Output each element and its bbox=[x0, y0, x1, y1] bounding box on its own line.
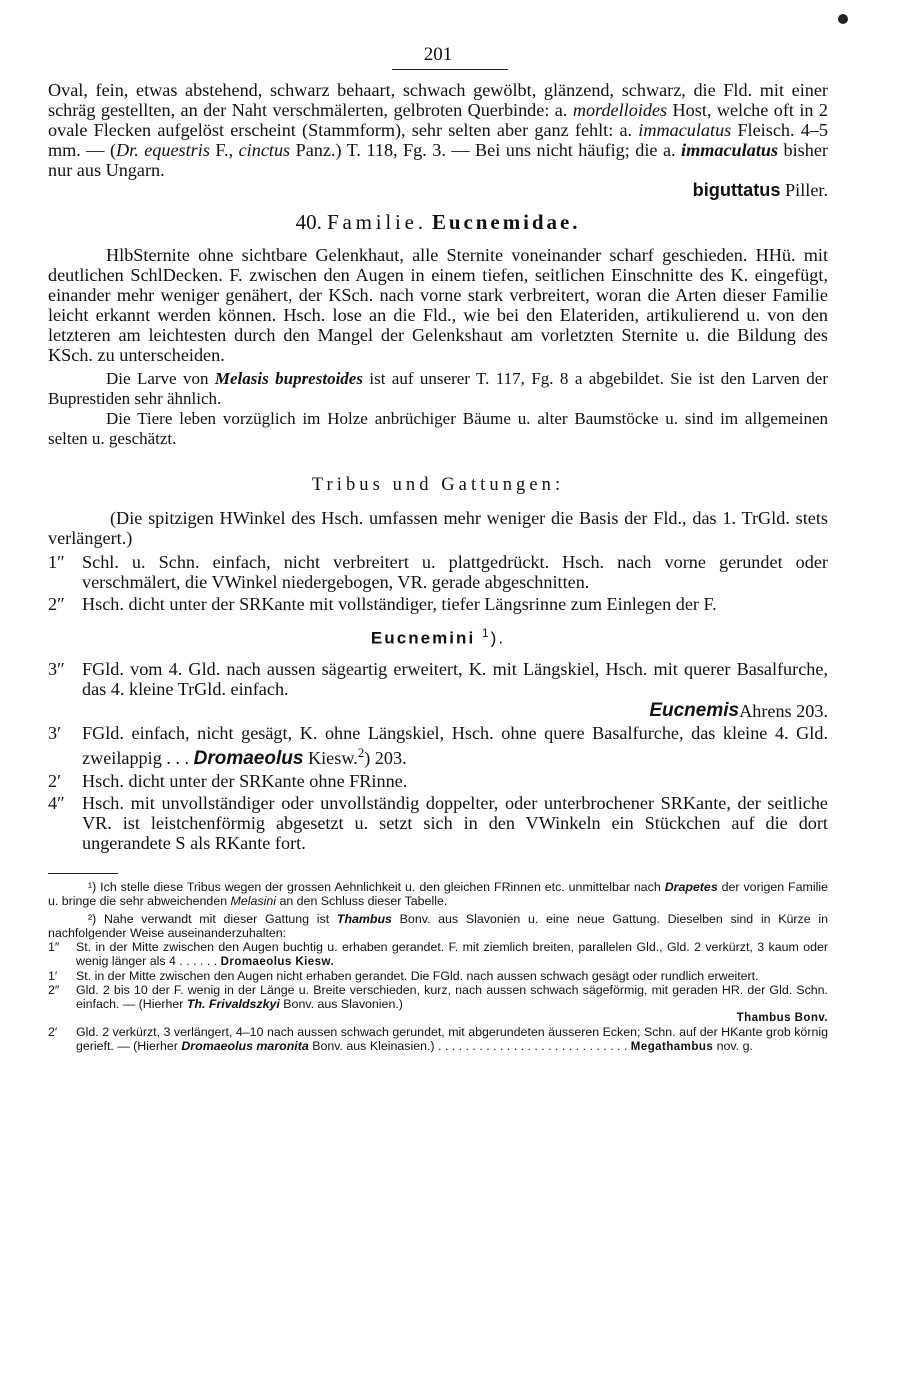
key-label: 1′ bbox=[48, 968, 58, 983]
key-entry-1 bbox=[48, 552, 828, 592]
key-entry-4 bbox=[48, 793, 828, 853]
habitat-paragraph: Die Tiere leben vorzüglich im Holze anbrüchiger Bäume u. alter Baumstöcke u. sind im allgemeinen selten u. geschätzt. bbox=[48, 409, 828, 448]
key-label: 3′ bbox=[48, 722, 62, 743]
genus-name: Melasini bbox=[230, 893, 276, 908]
footnote-mark: 1 bbox=[481, 626, 491, 640]
genus-name: Drapetes bbox=[664, 879, 718, 894]
text-run: ) 203. bbox=[364, 747, 407, 768]
text-run: Bonv. aus Slavonien u. eine neue Gattung. Dieselben sind in Kürze in nachfolgender Weise auseinanderzuhalten: bbox=[48, 911, 828, 940]
text-run: ist auf unserer T. 117, Fg. 8 a abgebildet. Sie ist den Larven der Buprestiden sehr ähnlich. bbox=[48, 369, 828, 408]
text-run: Gld. 2 bis 10 der F. wenig in der Länge u. Breite verschieden, kurz, nach aussen schwach sägeförmig, mit geraden HR. der Gld. Schn. einfach. — (Hierher bbox=[76, 982, 828, 1011]
key-label: 2′ bbox=[48, 770, 62, 791]
genus-name: Thambus Bonv. bbox=[736, 1011, 828, 1024]
key-text: Schl. u. Schn. einfach, nicht verbreitert u. plattgedrückt. Hsch. nach vorne gerundet oder verschmälert, die VWinkel niedergebogen, VR. gerade abgeschnitten. bbox=[82, 552, 828, 592]
key-text: Hsch. dicht unter der SRKante mit vollständiger, tiefer Längsrinne zum Einlegen der F. bbox=[82, 594, 717, 614]
text-run: St. in der Mitte zwischen den Augen buchtig u. erhaben gerandet. F. mit ziemlich breiten, parallelen Gld., Gld. 2 verkürzt, 3 kaum oder wenig länger als 4 . . . . . . bbox=[76, 939, 828, 968]
key-label: 3″ bbox=[48, 658, 65, 679]
key-label: 2′ bbox=[48, 1024, 58, 1039]
key-text: Hsch. mit unvollständiger oder unvollständig doppelter, oder unterbrochener SRKante, der seitliche VR. ist leistchenförmig abgesetzt u. setzt sich in den VWinkeln ein Stückchen auf die dort ungerandete S als RKante fort. bbox=[82, 792, 828, 853]
key-text: St. in der Mitte zwischen den Augen nicht erhaben gerandet. Die FGld. nach aussen schwach gesägt oder rundlich erweitert. bbox=[76, 968, 759, 983]
page-number-rule bbox=[392, 69, 508, 70]
footnote-1 bbox=[48, 880, 828, 908]
key-entry-3b bbox=[48, 723, 828, 769]
page bbox=[48, 40, 828, 1054]
footnote-genus-thambus bbox=[48, 1011, 828, 1025]
tribe-heading bbox=[48, 626, 828, 649]
text-run: der vorigen Familie u. bringe die sehr abweichenden bbox=[48, 879, 828, 908]
species-name: immaculatus bbox=[638, 120, 732, 140]
species-name: Melasis buprestoides bbox=[214, 369, 363, 388]
key-entry-3a bbox=[48, 659, 828, 699]
species-title: biguttatus bbox=[692, 180, 781, 200]
key-label: 4″ bbox=[48, 792, 65, 813]
key-text: Hsch. dicht unter der SRKante ohne FRinne. bbox=[82, 770, 408, 791]
tribe-name: Eucnemini bbox=[370, 628, 476, 648]
footnote-key-1a bbox=[48, 940, 828, 969]
footnote-key-1b bbox=[48, 969, 828, 983]
species-author: Piller. bbox=[780, 180, 828, 200]
text-run: ¹) Ich stelle diese Tribus wegen der grossen Aehnlichkeit u. den gleichen FRinnen etc. unmittelbar nach bbox=[88, 879, 665, 894]
text-run: Fleisch. 4–5 mm. — ( bbox=[48, 120, 828, 160]
species-name: mordelloides bbox=[572, 100, 668, 120]
text-run: Host, welche oft in 2 ovale Flecken aufgelöst erscheint (Stammform), sehr selten aber ganz fehlt: a. bbox=[48, 100, 828, 140]
key-text bbox=[76, 1025, 828, 1054]
text-run: FGld. einfach, nicht gesägt, K. ohne Längskiel, Hsch. ohne quere Basalfurche, das kleine 4. Gld. zweilappig . . . bbox=[82, 722, 828, 768]
genus-name: Eucnemis bbox=[649, 699, 740, 721]
key-label: 2″ bbox=[48, 594, 65, 614]
genus-author: nov. g. bbox=[713, 1038, 753, 1053]
key-label: 1″ bbox=[48, 939, 60, 954]
text-run: F., bbox=[209, 140, 239, 160]
species-name: cinctus bbox=[238, 140, 291, 160]
footnote-key-2b bbox=[48, 1025, 828, 1054]
footnote-mark: 2 bbox=[357, 745, 365, 760]
species-name: Dromaeolus maronita bbox=[181, 1038, 309, 1053]
key-entry-2 bbox=[48, 594, 828, 614]
tribus-intro: (Die spitzigen HWinkel des Hsch. umfassen mehr weniger die Basis der Fld., das 1. TrGld. stets verlängert.) bbox=[48, 508, 828, 548]
key-text bbox=[76, 983, 828, 1011]
footnote-rule bbox=[48, 873, 118, 874]
family-name: Eucnemidae. bbox=[431, 210, 581, 234]
key-text bbox=[76, 940, 828, 969]
footnote-2 bbox=[48, 912, 828, 940]
species-heading bbox=[48, 180, 828, 200]
tribe-suffix: ). bbox=[490, 628, 506, 648]
genus-name: Megathambus bbox=[630, 1040, 714, 1053]
tribus-heading: Tribus und Gattungen: bbox=[311, 475, 565, 495]
ink-dot bbox=[838, 14, 848, 24]
text-run: Panz.) T. 118, Fg. 3. — Bei uns nicht häufig; die a. bbox=[290, 140, 682, 160]
text-run: Gld. 2 verkürzt, 3 verlängert, 4–10 nach aussen schwach gerundet, mit abgerundeten äusseren Ecken; Schn. auf der HKante grob körnig gerieft. — (Hierher bbox=[76, 1024, 828, 1053]
species-description bbox=[48, 80, 828, 180]
family-word: Familie. bbox=[327, 210, 427, 234]
key-entry-2b bbox=[48, 771, 828, 791]
family-description: HlbSternite ohne sichtbare Gelenkhaut, alle Sternite voneinander scharf geschieden. HHü. mit deutlichen SchlDecken. F. zwischen den Augen in einem tiefen, seitlichen Einschnitte des K. eingefügt, einander mehr weniger genähert, der KSch. nach vorne stark verbreitert, woran die Arten dieser Familie leicht erkannt werden können. Hsch. lose an die Fld., wie bei den Elateriden, artikulierend u. von den letzteren am leichtesten durch den Mangel der Gelenkshaut am vorletzten Sternite u. die Bildung des KSch. zu unterscheiden. bbox=[48, 245, 828, 365]
text-run: Oval, fein, etwas abstehend, schwarz behaart, schwach gewölbt, glänzend, schwarz, die Fld. mit einer schräg gestellten, an der Naht verschmälerten, gelbroten Querbinde: a. bbox=[48, 80, 828, 120]
page-number: 201 bbox=[423, 44, 453, 65]
genus-name: Dromaeolus Kiesw. bbox=[220, 955, 335, 968]
text-run: Die Larve von bbox=[106, 369, 215, 388]
species-name: immaculatus bbox=[681, 140, 779, 160]
key-label: 2″ bbox=[48, 982, 60, 997]
species-name: Th. Frivaldszkyi bbox=[186, 996, 280, 1011]
text-run: Bonv. aus Kleinasien.) . . . . . . . . . . . . . . . . . . . . . . . . . . . . bbox=[308, 1038, 631, 1053]
larva-paragraph bbox=[48, 369, 828, 409]
key-text bbox=[82, 723, 828, 769]
text-run: ²) Nahe verwandt mit dieser Gattung ist bbox=[88, 911, 337, 926]
footnote-key-2a bbox=[48, 983, 828, 1011]
genus-author: Kiesw. bbox=[303, 747, 358, 768]
genus-line-eucnemis bbox=[48, 701, 828, 721]
key-label: 1″ bbox=[48, 552, 65, 572]
text-run: Bonv. aus Slavonien.) bbox=[279, 996, 403, 1011]
text-run: an den Schluss dieser Tabelle. bbox=[276, 893, 448, 908]
genus-author: Ahrens 203. bbox=[739, 700, 828, 721]
text-run: bisher nur aus Ungarn. bbox=[48, 140, 828, 180]
key-text: FGld. vom 4. Gld. nach aussen sägeartig erweitert, K. mit Längskiel, Hsch. mit querer Basalfurche, das 4. kleine TrGld. einfach. bbox=[82, 658, 828, 699]
family-heading bbox=[48, 210, 828, 235]
species-name: Dr. equestris bbox=[116, 140, 210, 160]
family-number: 40. bbox=[295, 210, 322, 234]
genus-name: Thambus bbox=[336, 911, 392, 926]
genus-name: Dromaeolus bbox=[193, 747, 304, 769]
